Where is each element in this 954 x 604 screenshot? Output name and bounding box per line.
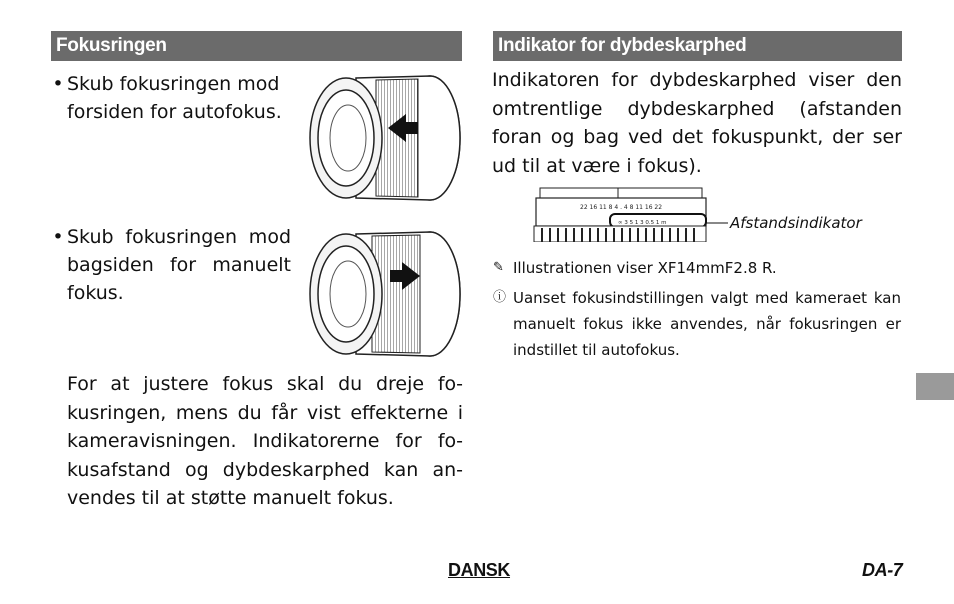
page-number: DA-7 (862, 560, 903, 580)
scale-bottom-numbers: ∞ 3 5 1 3 0.5 1 m (618, 220, 667, 226)
section-title-depth-of-field: Indikator for dybdeskarphed (493, 31, 902, 61)
bullet-marker: • (52, 226, 64, 248)
bullet-text: Skub fokusringen mod forsiden for autofokus. (67, 73, 282, 123)
focus-instructions: For at justere fokus skal du dreje fokusringen, mens du får vist effekterne i kameravisningen. Indikatorerne for fokusafstand og dybdeskarphed kan anvendes til at støtte manuelt fokus. (67, 373, 463, 509)
lens-illustration-manual (306, 228, 466, 358)
depth-of-field-description: Indikatoren for dybdeskarphed viser den omtrentlige dybdeskarphed (afstanden foran og bag ved det fokuspunkt, der ser ud til at være i fokus). (492, 69, 902, 177)
depth-of-field-scale-illustration (530, 186, 870, 242)
caution-icon: ⓘ (493, 290, 507, 305)
caution-text: Uanset fokusindstillingen valgt med kameraet kan manuelt fokus ikke anvendes, når fokusringen er indstillet til autofokus. (513, 289, 901, 359)
bullet-marker: • (52, 73, 64, 95)
footer-language: DANSK (448, 560, 511, 580)
scale-callout-label: Afstandsindikator (730, 214, 862, 232)
bullet-text: Skub fokusringen mod bagsiden for manuelt fokus. (67, 226, 291, 304)
note-text: Illustrationen viser XF14mmF2.8 R. (513, 259, 777, 277)
chapter-tab (916, 373, 954, 400)
note-icon: ✎ (493, 260, 504, 275)
section-title-fokusringen: Fokusringen (51, 31, 462, 61)
lens-illustration-autofocus (306, 72, 466, 202)
bullet-manual-focus (51, 223, 296, 313)
bullet-autofocus (51, 70, 296, 130)
scale-top-numbers: 22 16 11 8 4 . 4 8 11 16 22 (580, 204, 663, 211)
